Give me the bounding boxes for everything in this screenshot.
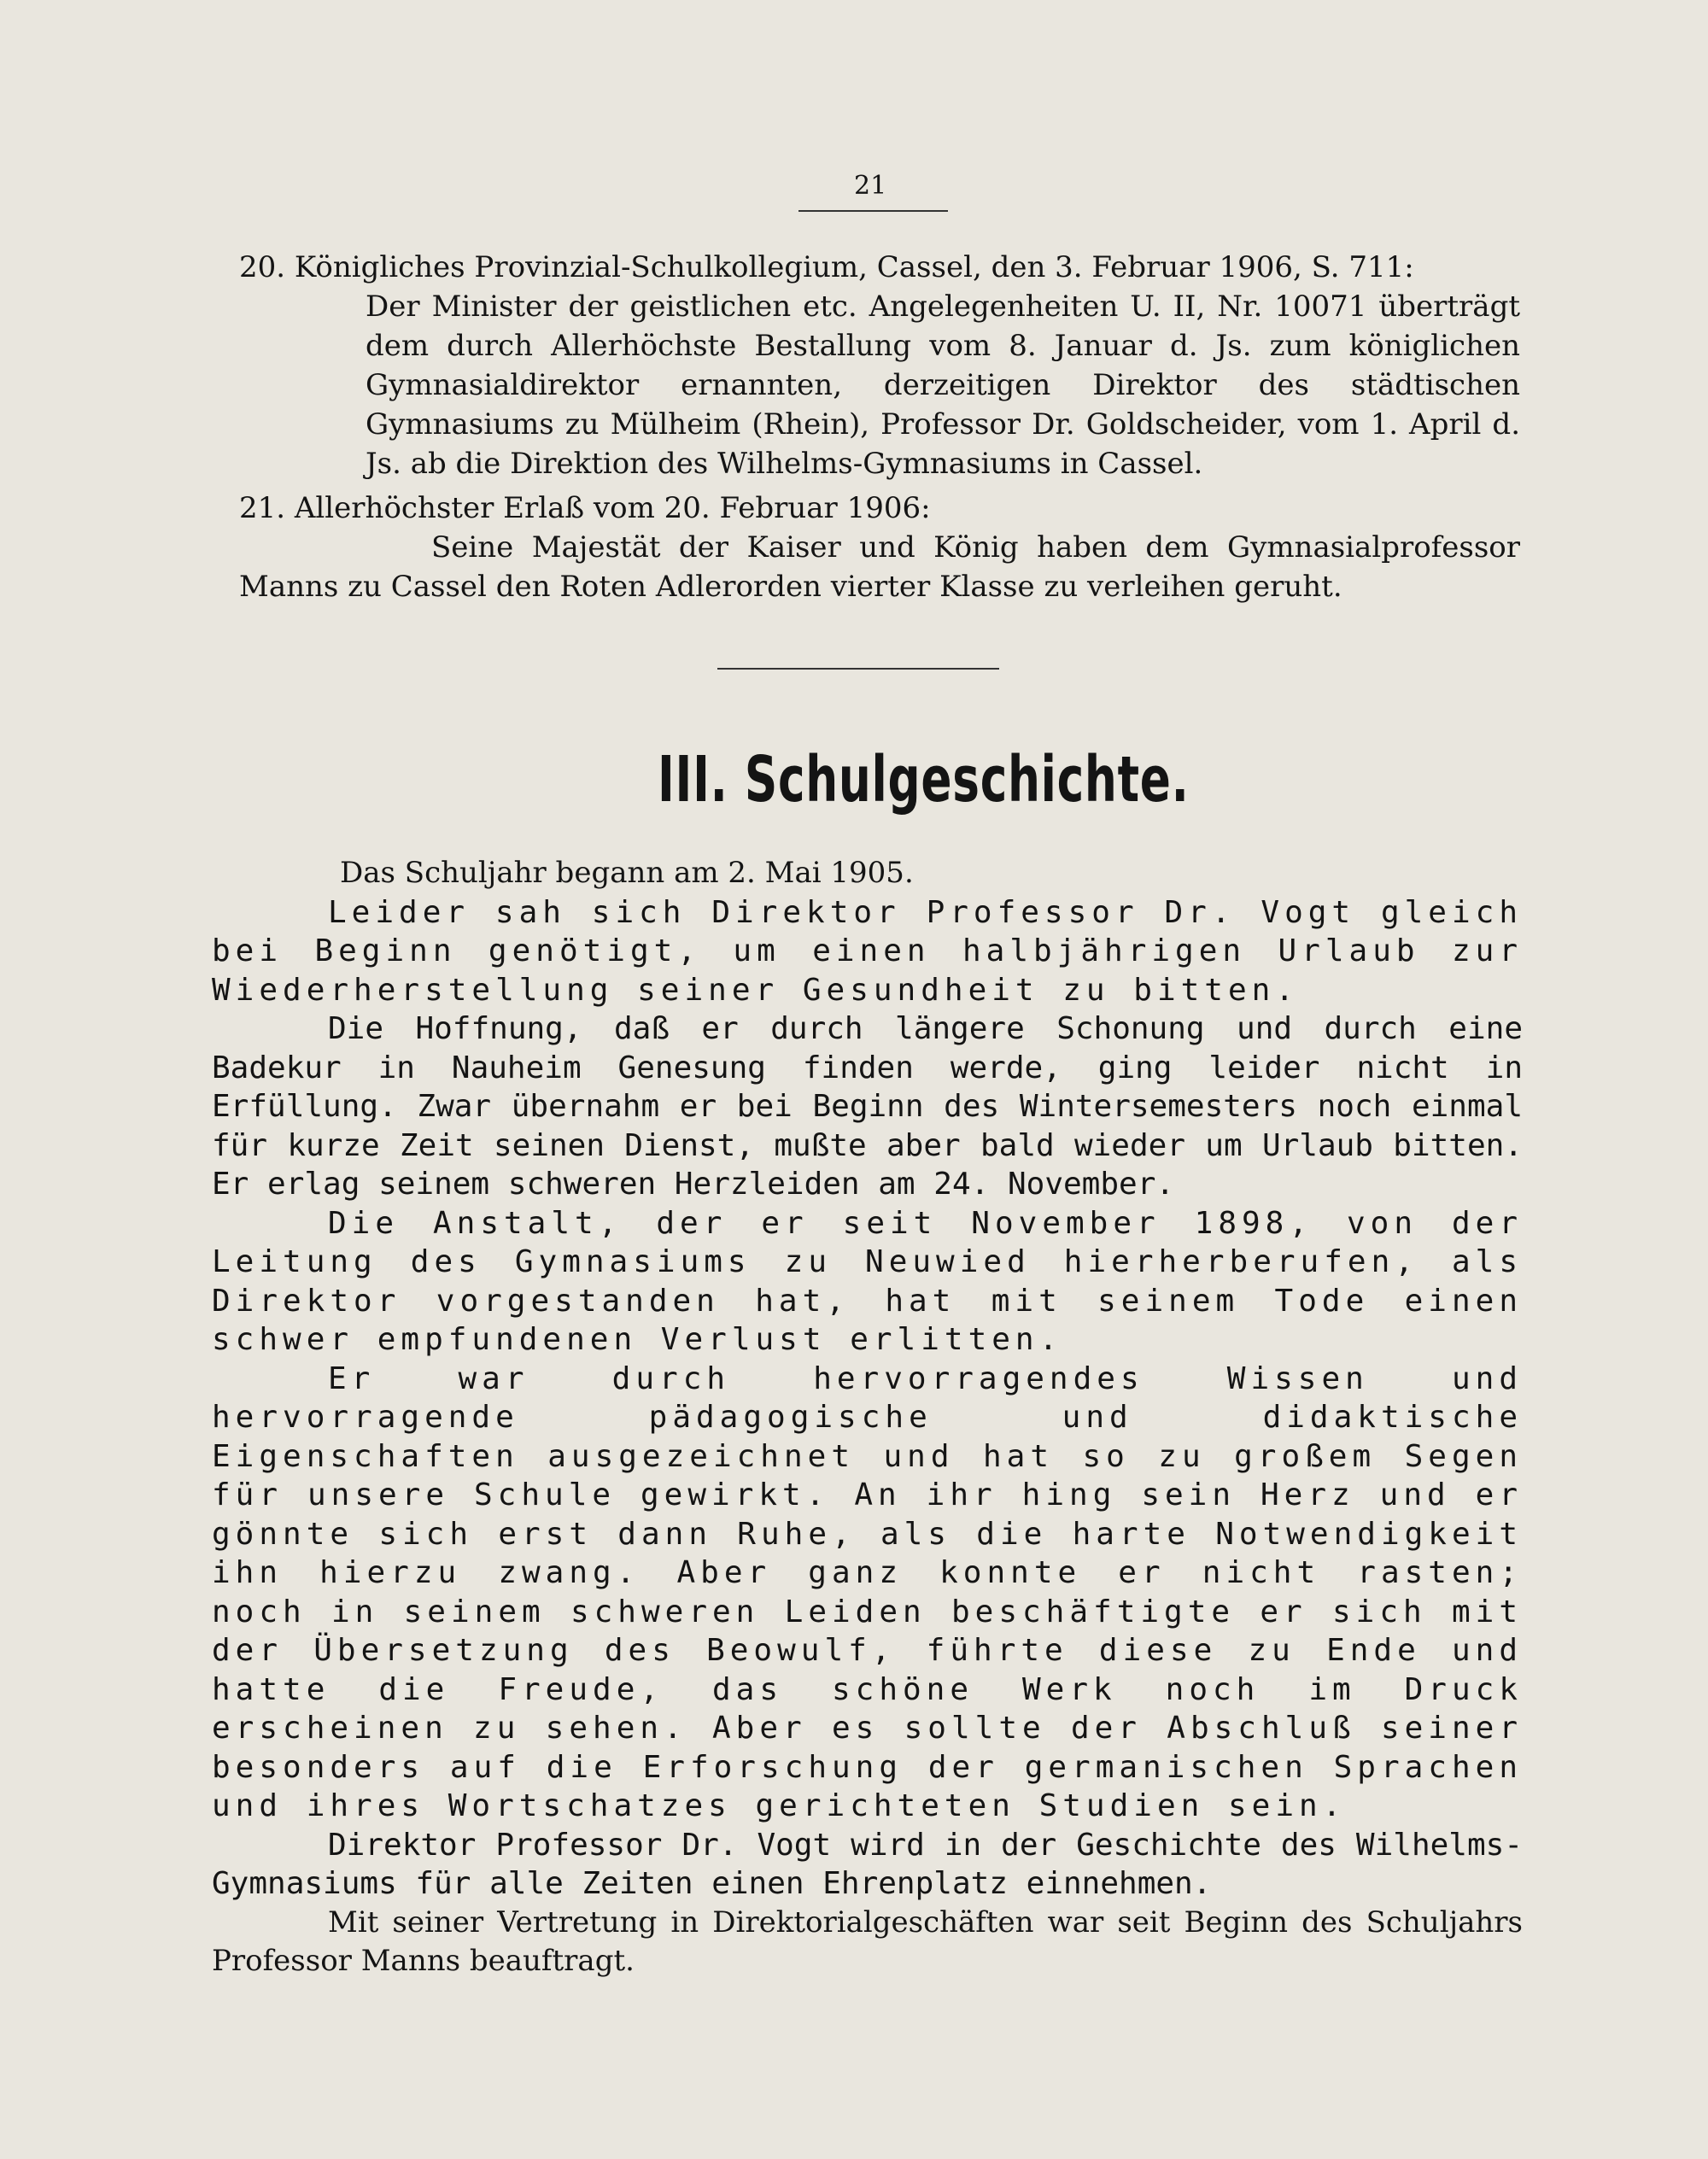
- page-number: 21: [854, 171, 887, 201]
- entry-21-lead: 21. Allerhöchster Erlaß vom 20. Februar 1906:: [239, 491, 931, 525]
- paragraph-3: Die Hoffnung, daß er durch längere Schonung und durch eine Badekur in Nauheim Genesung finden werde, ging leider nicht in Erfüllung. Zwar übernahm er bei Beginn des Wintersemesters noch einmal für kurze Zeit seinen Dienst, mußte aber bald wieder um Urlaub bitten. Er erlag seinem schweren Herzleiden am 24. November.: [212, 1011, 1523, 1202]
- section-divider: [717, 668, 999, 670]
- paragraph-2: Leider sah sich Direktor Professor Dr. Vogt gleich bei Beginn genötigt, um einen halbjährigen Urlaub zur Wiederherstellung seiner Gesundheit zu bitten.: [212, 894, 1523, 1008]
- entry-21-text: Seine Majestät der Kaiser und König haben dem Gymnasialprofessor Manns zu Cassel den Roten Adlerorden vierter Klasse zu verleihen geruht.: [239, 530, 1520, 604]
- paragraph-1: Das Schuljahr begann am 2. Mai 1905.: [340, 856, 914, 890]
- paragraph-6: Direktor Professor Dr. Vogt wird in der Geschichte des Wilhelms-Gymnasiums für alle Zeiten einen Ehrenplatz einnehmen.: [212, 1827, 1523, 1901]
- paragraph-4: Die Anstalt, der er seit November 1898, von der Leitung des Gymnasiums zu Neuwied hierherberufen, als Direktor vorgestanden hat, hat mit seinem Tode einen schwer empfundenen Verlust erlitten.: [212, 1205, 1523, 1357]
- entry-20-lead: 20. Königliches Provinzial-Schulkollegium, Cassel, den 3. Februar 1906, S. 711:: [239, 250, 1414, 284]
- section-title: III. Schulgeschichte.: [658, 743, 1190, 816]
- entry-20: [239, 248, 1520, 483]
- body-text: [212, 854, 1523, 1981]
- entry-20-text: Der Minister der geistlichen etc. Angelegenheiten U. II, Nr. 10071 überträgt dem durch Allerhöchste Bestallung vom 8. Januar d. Js. zum königlichen Gymnasialdirektor ernannten, derzeitigen Direktor des städtischen Gymnasiums zu Mülheim (Rhein), Professor Dr. Goldscheider, vom 1. April d. Js. ab die Direktion des Wilhelms-Gymnasiums in Cassel.: [366, 290, 1520, 481]
- paragraph-7: Mit seiner Vertretung in Direktorialgeschäften war seit Beginn des Schuljahrs Professor Manns beauftragt.: [212, 1904, 1523, 1978]
- entry-21: [239, 489, 1520, 606]
- paragraph-5: Er war durch hervorragendes Wissen und hervorragende pädagogische und didaktische Eigenschaften ausgezeichnet und hat so zu großem Segen für unsere Schule gewirkt. An ihr hing sein Herz und er gönnte sich erst dann Ruhe, als die harte Notwendigkeit ihn hierzu zwang. Aber ganz konnte er nicht rasten; noch in seinem schweren Leiden beschäftigte er sich mit der Übersetzung des Beowulf, führte diese zu Ende und hatte die Freude, das schöne Werk noch im Druck erscheinen zu sehen. Aber es sollte der Abschluß seiner besonders auf die Erforschung der germanischen Sprachen und ihres Wortschatzes gerichteten Studien sein.: [212, 1360, 1523, 1823]
- header-rule: [798, 210, 948, 212]
